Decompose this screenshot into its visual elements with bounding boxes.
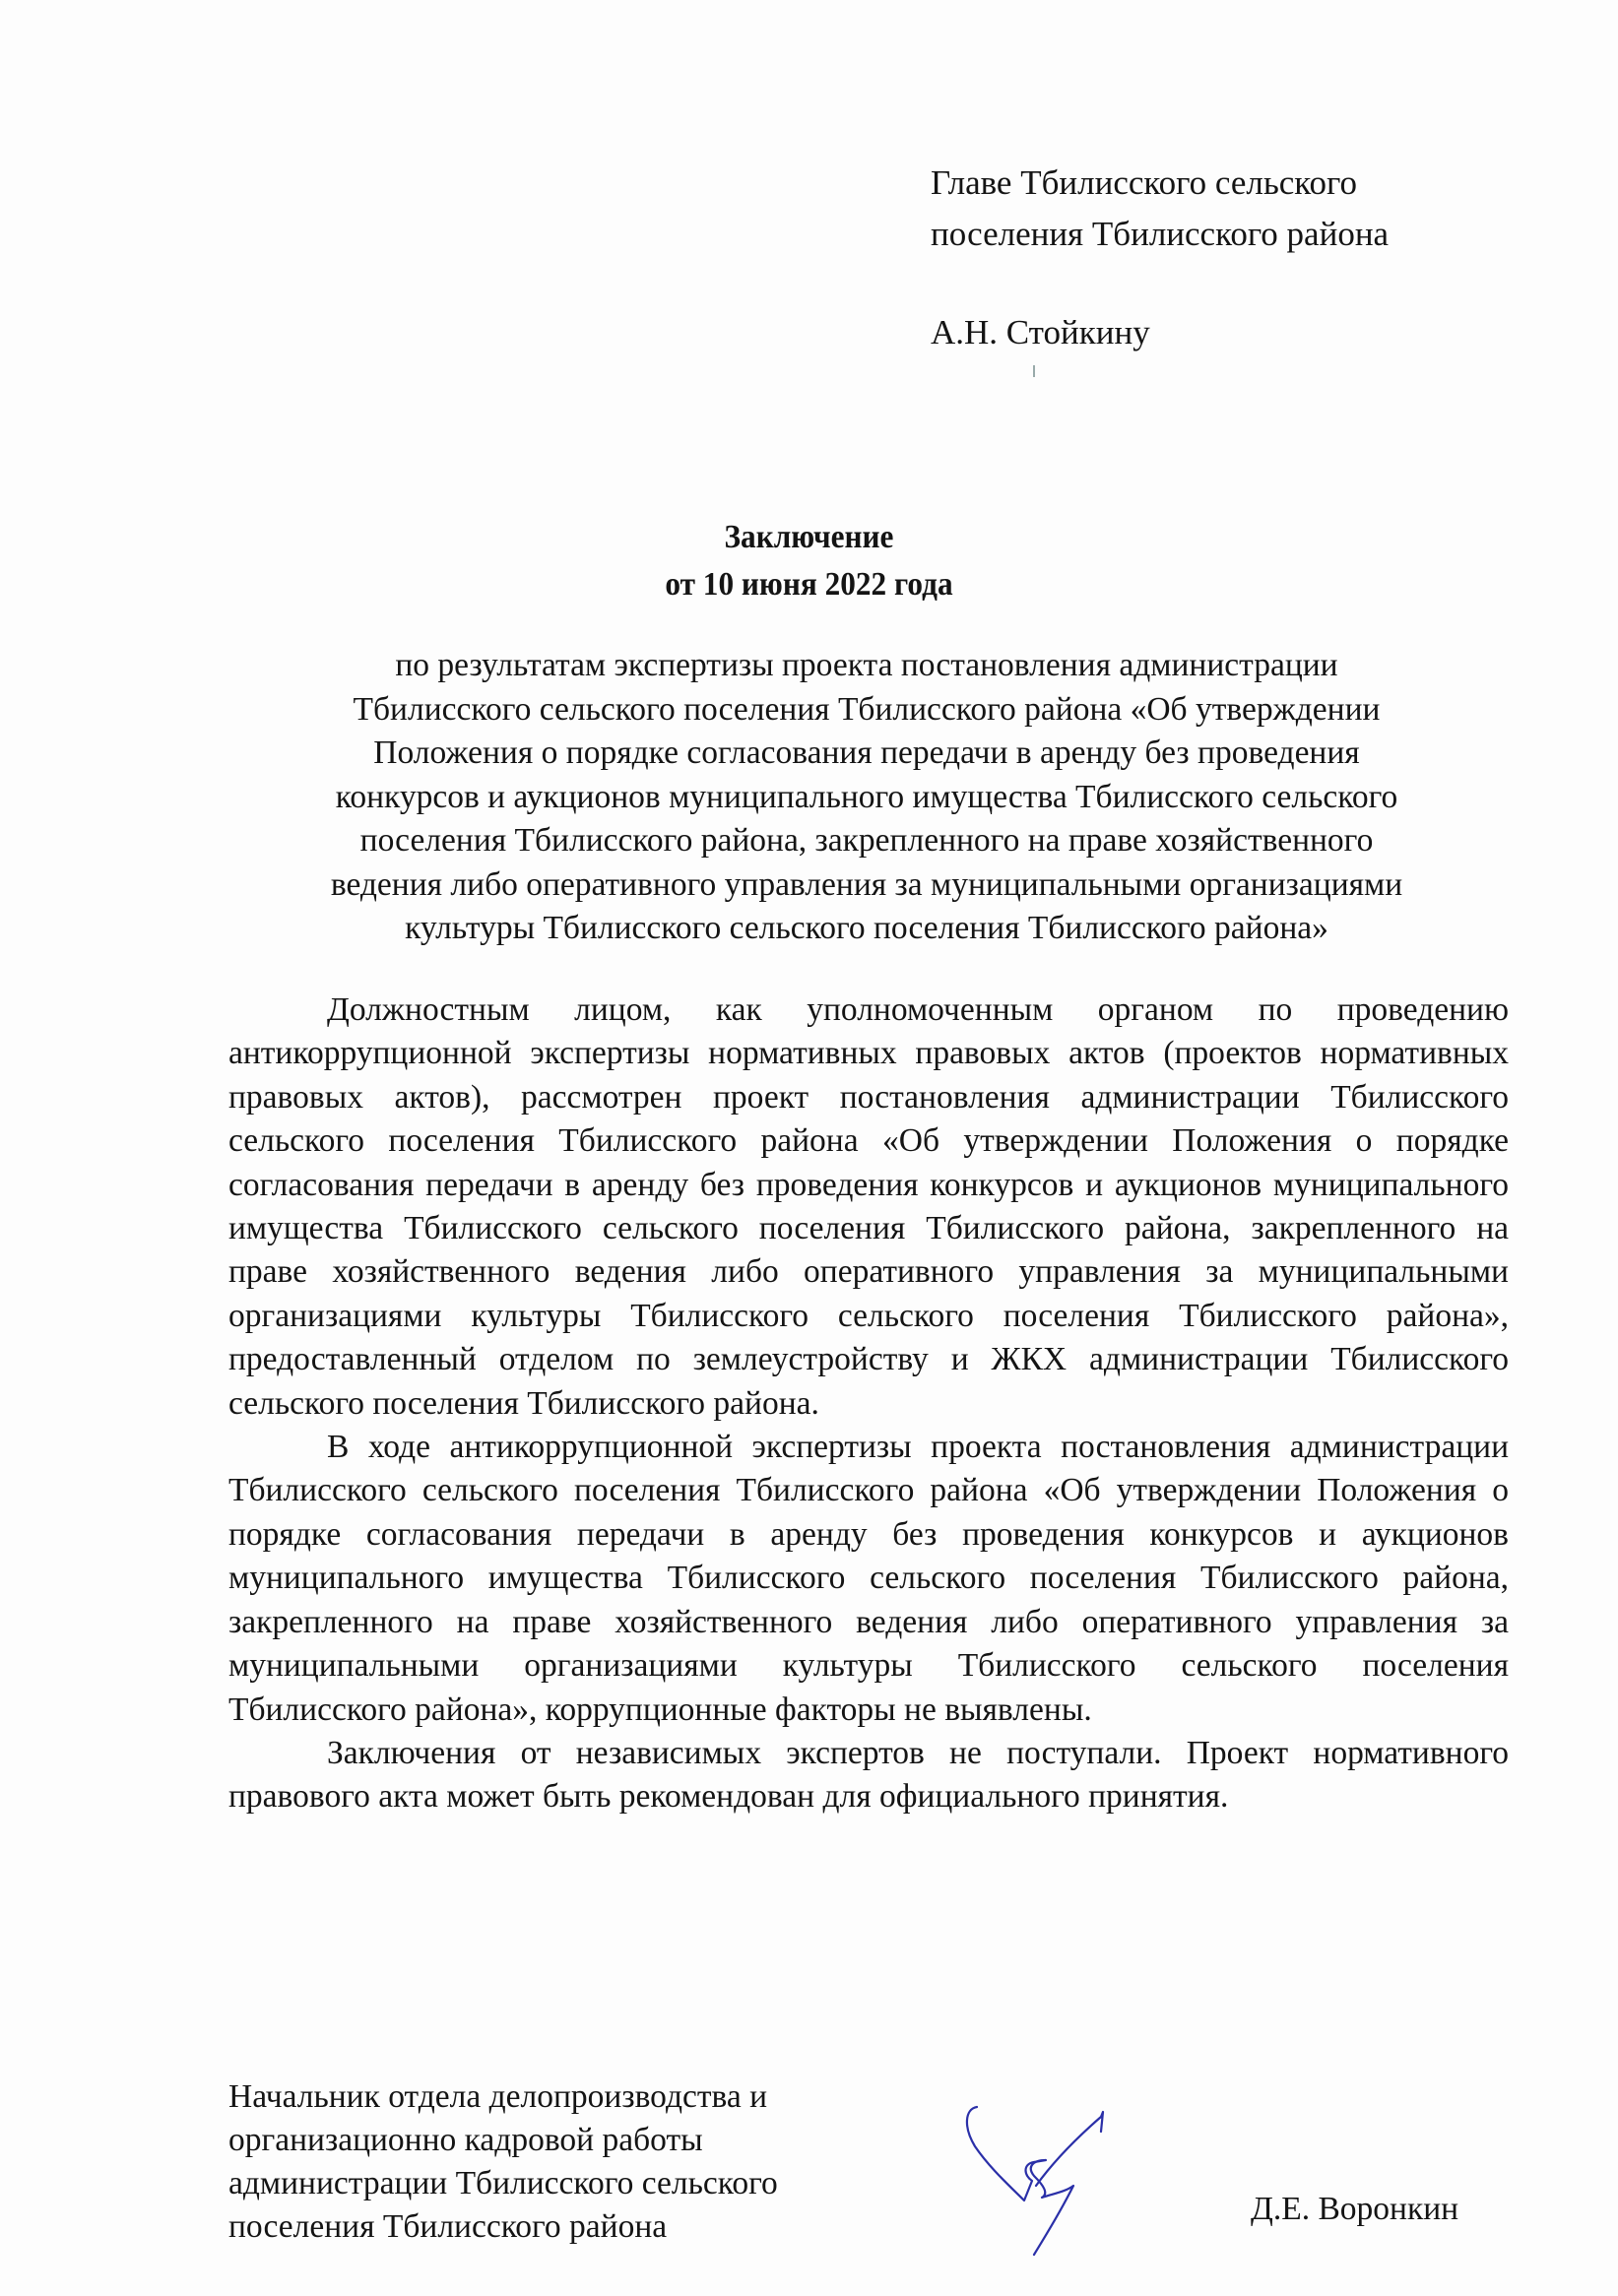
- position-line: Начальник отдела делопроизводства и: [228, 2078, 768, 2115]
- subject-line: по результатам экспертизы проекта постановления администрации: [395, 647, 1338, 683]
- position-line: администрации Тбилисского сельского: [228, 2165, 778, 2201]
- subject-line: культуры Тбилисского сельского поселения Тбилисского района»: [405, 910, 1328, 946]
- subject-line: конкурсов и аукционов муниципального имущества Тбилисского сельского: [335, 778, 1398, 815]
- subject-line: Положения о порядке согласования передачи в аренду без проведения: [373, 734, 1360, 771]
- recipient-line: Главе Тбилисского сельского: [931, 163, 1358, 202]
- subject-line: ведения либо оперативного управления за муниципальными организациями: [330, 865, 1403, 903]
- document-title: [65, 514, 1554, 608]
- signer-name: Д.Е. Воронкин: [1251, 2191, 1459, 2227]
- document-body: [228, 989, 1509, 1819]
- recipient-name: А.Н. Стойкину: [931, 313, 1150, 351]
- body-paragraph: Заключения от независимых экспертов не поступали. Проект нормативного правового акта может быть рекомендован для официального принятия.: [228, 1734, 1509, 1816]
- signature-stroke: [967, 2107, 1103, 2255]
- recipient-block: [931, 158, 1389, 358]
- subject-line: Тбилисского сельского поселения Тбилисского района «Об утверждении: [353, 690, 1381, 728]
- position-line: организационно кадровой работы: [228, 2122, 703, 2158]
- title-date: от 10 июня 2022 года: [665, 566, 953, 603]
- body-paragraph: Должностным лицом, как уполномоченным органом по проведению антикоррупционной экспертизы нормативных правовых актов (проектов нормативных правовых актов), рассмотрен проект постановления администрации Тбилисского сельского поселения Тбилисского района «Об утверждении Положения о порядке согласования передачи в аренду без проведения конкурсов и аукционов муниципального имущества Тбилисского сельского поселения Тбилисского района, закрепленного на праве хозяйственного ведения либо оперативного управления за муниципальными организациями культуры Тбилисского сельского поселения Тбилисского района», предоставленный отделом по землеустройству и ЖКХ администрации Тбилисского сельского поселения Тбилисского района.: [228, 991, 1509, 1422]
- subject-line: поселения Тбилисского района, закрепленного на праве хозяйственного: [359, 822, 1374, 859]
- recipient-line: поселения Тбилисского района: [931, 215, 1390, 253]
- signatory-position: [228, 2075, 778, 2249]
- handwritten-signature: [955, 2087, 1133, 2264]
- title-line: Заключение: [724, 519, 894, 555]
- position-line: поселения Тбилисского района: [228, 2208, 668, 2245]
- document-subject: [222, 644, 1512, 951]
- scan-mark: [1033, 365, 1035, 377]
- body-paragraph: В ходе антикоррупционной экспертизы проекта постановления администрации Тбилисского сельского поселения Тбилисского района «Об утверждении Положения о порядке согласования передачи в аренду без проведения конкурсов и аукционов муниципального имущества Тбилисского сельского поселения Тбилисского района, закрепленного на праве хозяйственного ведения либо оперативного управления за муниципальными организациями культуры Тбилисского сельского поселения Тбилисского района», коррупционные факторы не выявлены.: [228, 1429, 1509, 1728]
